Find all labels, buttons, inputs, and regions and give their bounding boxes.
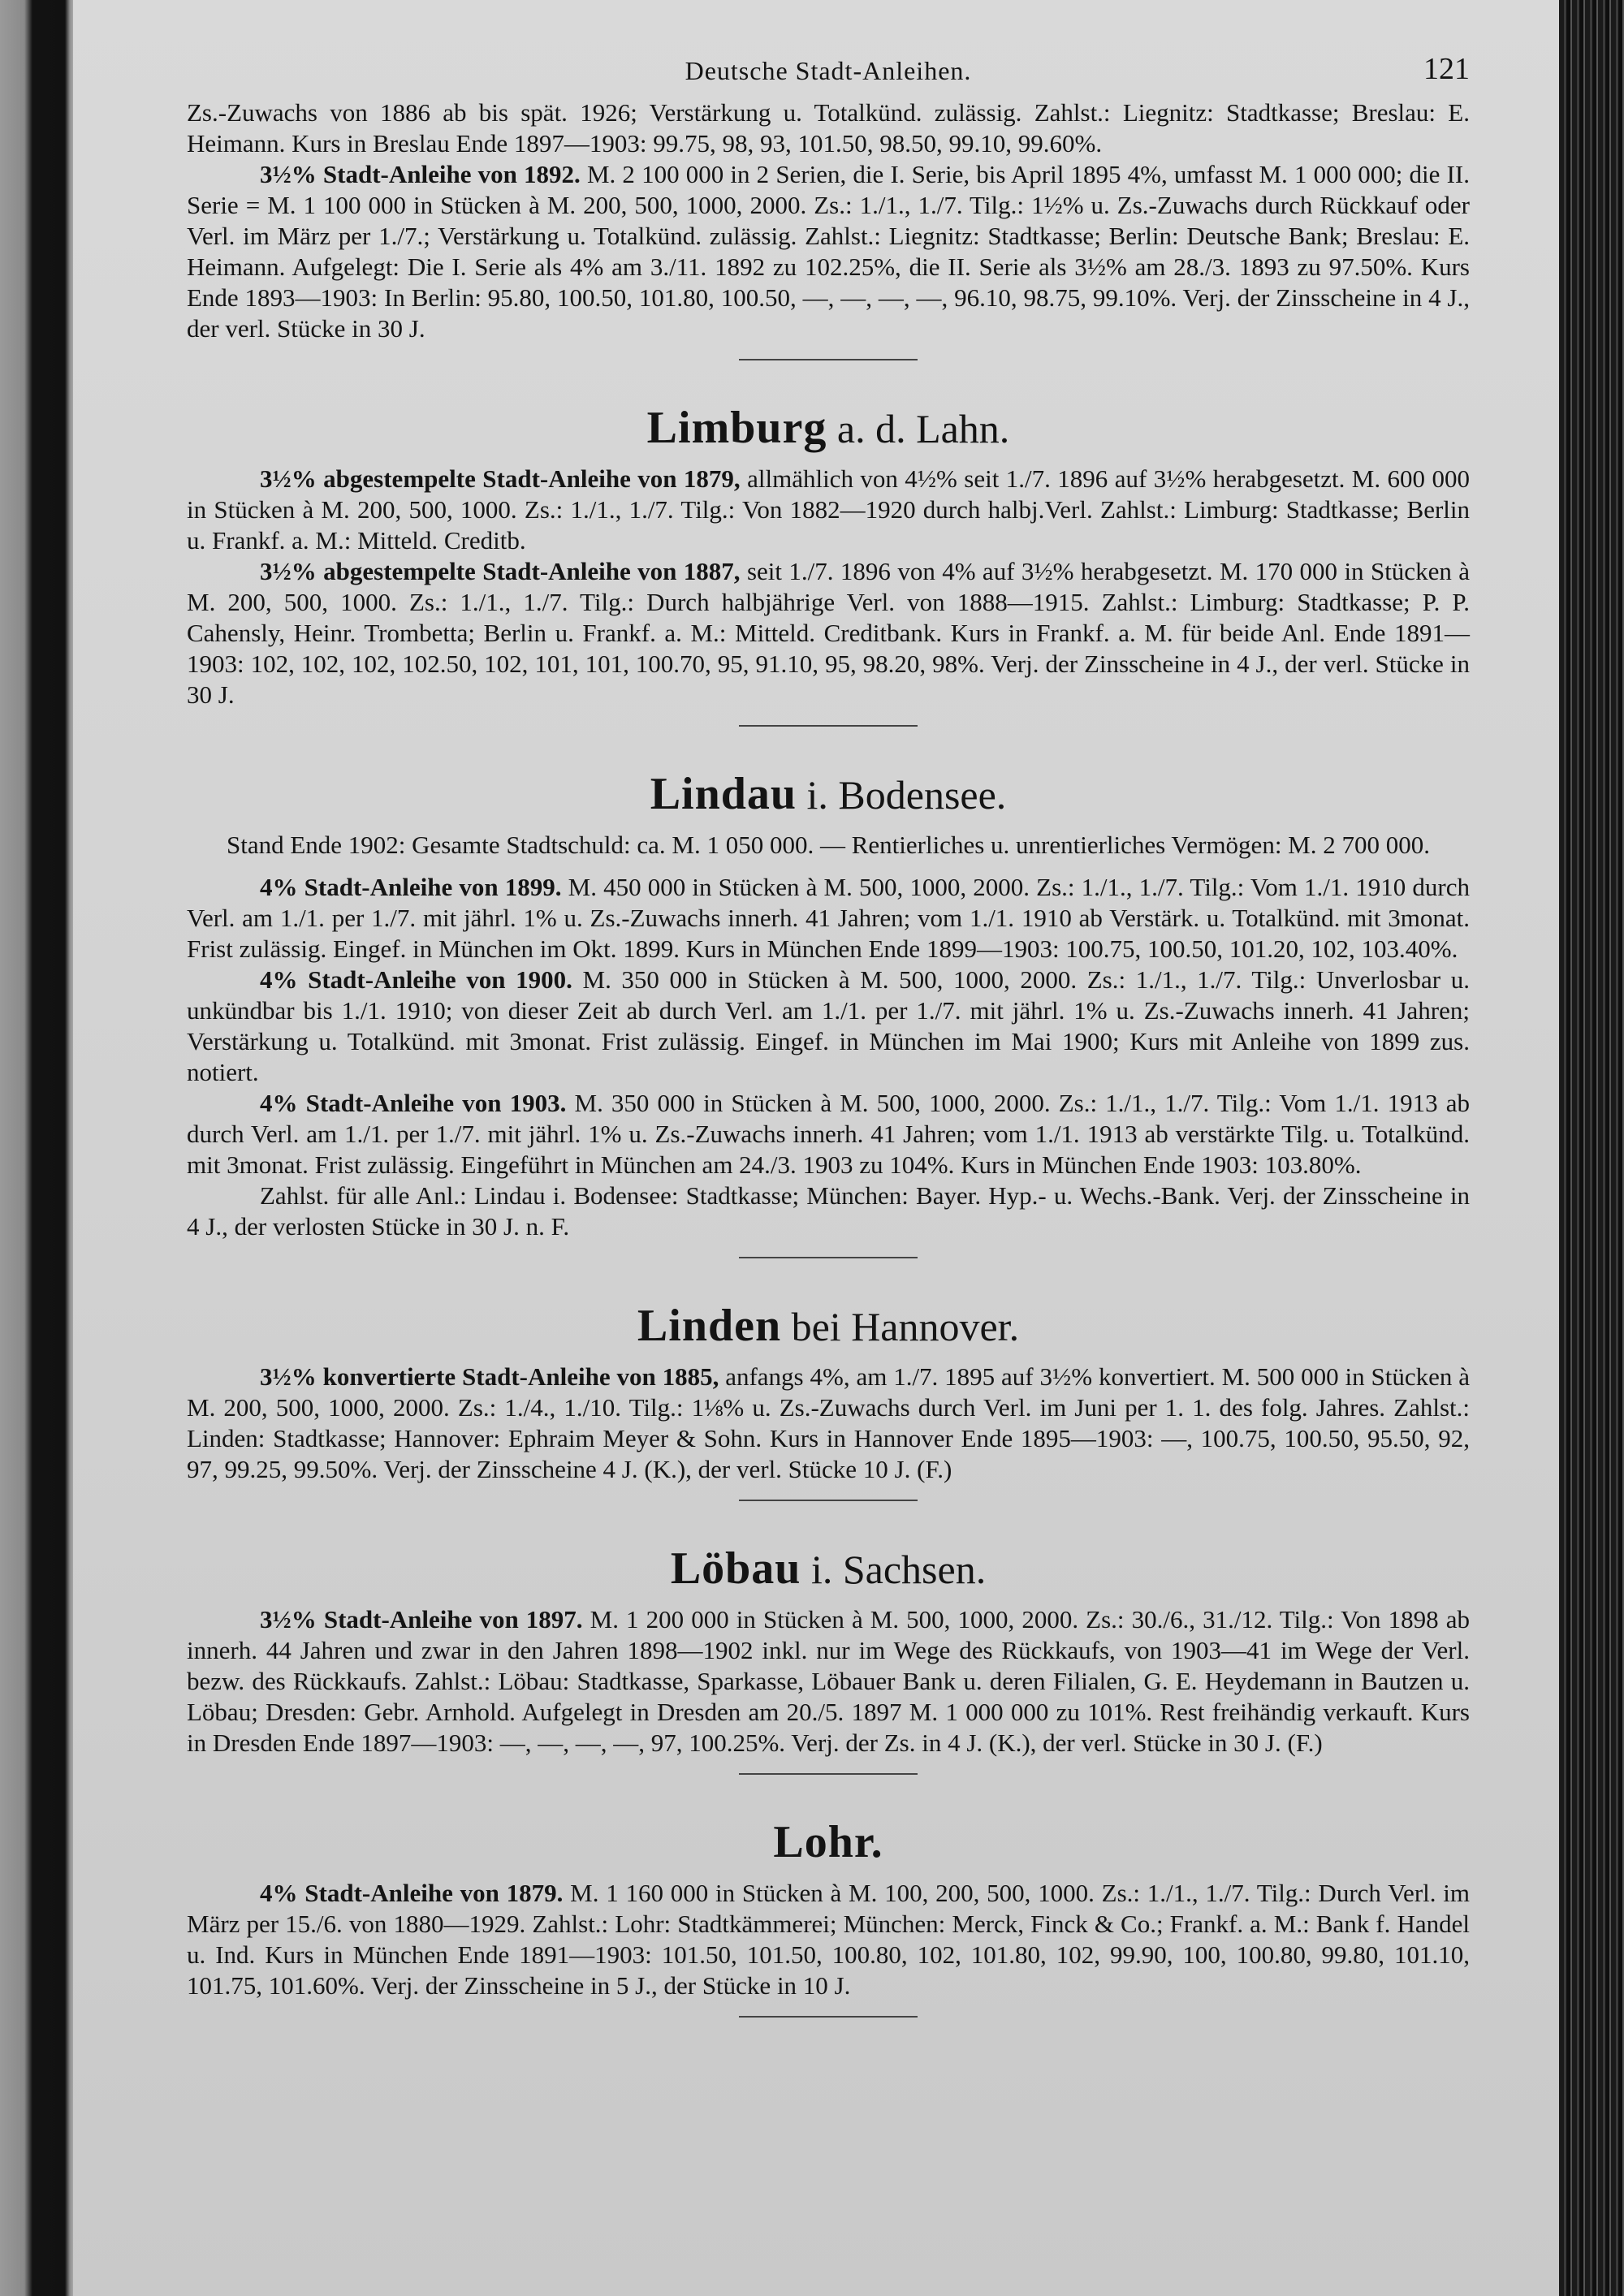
loan-title: 3½% konvertierte Stadt-Anleihe von 1885, — [260, 1362, 719, 1391]
loan-paragraph — [187, 1878, 1470, 2001]
section-heading-linden — [187, 1299, 1470, 1353]
city-suffix: a. d. Lahn. — [827, 406, 1010, 451]
page-content — [187, 49, 1470, 2018]
loan-paragraph — [187, 1088, 1470, 1180]
section-divider — [739, 1257, 918, 1258]
loan-title: 3½% Stadt-Anleihe von 1897. — [260, 1605, 583, 1634]
intro-paragraph-2 — [187, 159, 1470, 344]
loan-title: 4% Stadt-Anleihe von 1900. — [260, 965, 572, 994]
loan-title: 4% Stadt-Anleihe von 1903. — [260, 1089, 567, 1117]
section-heading-limburg — [187, 401, 1470, 455]
city-name: Lindau — [650, 769, 797, 819]
section-heading-loebau — [187, 1542, 1470, 1596]
loan-text: M. 2 100 000 in 2 Serien, die I. Serie, bis April 1895 4%, umfasst M. 1 000 000; die II. Serie = M. 1 100 000 in Stücken à M. 200, 500, 1000, 2000. Zs.: 1./1., 1./7. Tilg.: 1½% u. Zs.-Zuwachs durch Rückkauf oder Verl. im März per 1./7.; Verstärkung u. Totalkünd. zulässig. Zahlst.: Liegnitz: Stadtkasse; Berlin: Deutsche Bank; Breslau: E. Heimann. Aufgelegt: Die I. Serie als 4% am 3./11. 1892 zu 102.25%, die II. Serie als 3½% am 28./3. 1893 zu 97.50%. Kurs Ende 1893—1903: In Berlin: 95.80, 100.50, 101.80, 100.50, —, —, —, —, 96.10, 98.75, 99.10%. Verj. der Zinsscheine in 4 J., der verl. Stücke in 30 J. — [187, 160, 1470, 343]
loan-text: allmählich von 4½% seit 1./7. 1896 auf 3½% herabgesetzt. M. 600 000 in Stücken à M. 200, 500, 1000. Zs.: 1./1., 1./7. Tilg.: Von 1882—1920 durch halbj.Verl. Zahlst.: Limburg: Stadtkasse; Berlin u. Frankf. a. M.: Mitteld. Creditb. — [187, 464, 1470, 555]
loan-paragraph — [187, 1362, 1470, 1485]
city-suffix: i. Bodensee. — [797, 772, 1007, 818]
scan-left-edge — [0, 0, 73, 2296]
city-suffix: bei Hannover. — [781, 1304, 1020, 1349]
city-name: Linden — [637, 1301, 782, 1351]
city-name: Lohr. — [773, 1817, 883, 1867]
loan-title: 3½% abgestempelte Stadt-Anleihe von 1879, — [260, 464, 741, 493]
loan-text: M. 1 160 000 in Stücken à M. 100, 200, 500, 1000. Zs.: 1./1., 1./7. Tilg.: Durch Verl. im März per 15./6. von 1880—1929. Zahlst.: Lohr: Stadtkämmerei; München: Merck, Finck & Co.; Frankf. a. M.: Bank f. Handel u. Ind. Kurs in München Ende 1891—1903: 101.50, 101.50, 100.80, 102, 101.80, 102, 99.90, 100, 100.80, 99.80, 101.10, 101.75, 101.60%. Verj. der Zinsscheine in 5 J., der Stücke in 10 J. — [187, 1879, 1470, 2000]
loan-text: seit 1./7. 1896 von 4% auf 3½% herabgesetzt. M. 170 000 in Stücken à M. 200, 500, 1000. Zs.: 1./1., 1./7. Tilg.: Durch halbjährige Verl. von 1888—1915. Zahlst.: Limburg: Stadtkasse; P. P. Cahensly, Heinr. Trombetta; Berlin u. Frankf. a. M.: Mitteld. Creditbank. Kurs in Frankf. a. M. für beide Anl. Ende 1891—1903: 102, 102, 102, 102.50, 102, 101, 101, 100.70, 95, 91.10, 95, 98.20, 98%. Verj. der Zinsscheine in 4 J., der verl. Stücke in 30 J. — [187, 557, 1470, 709]
section-divider — [739, 359, 918, 360]
loan-text: M. 350 000 in Stücken à M. 500, 1000, 2000. Zs.: 1./1., 1./7. Tilg.: Unverlosbar u. unkündbar bis 1./1. 1910; von dieser Zeit ab durch Verl. am 1./1. per 1./7. mit jährl. 1% u. Zs.-Zuwachs innerh. 41 Jahren; Verstärkung u. Totalkünd. mit 3monat. Frist zulässig. Eingef. in München im Mai 1900; Kurs mit Anleihe von 1899 zus. notiert. — [187, 965, 1470, 1086]
loan-title: 4% Stadt-Anleihe von 1879. — [260, 1879, 564, 1907]
loan-paragraph — [187, 1604, 1470, 1759]
section-divider — [739, 2016, 918, 2018]
section-heading-lindau — [187, 767, 1470, 822]
loan-title: 4% Stadt-Anleihe von 1899. — [260, 873, 562, 901]
loan-title: 3½% Stadt-Anleihe von 1892. — [260, 160, 581, 188]
loan-title: 3½% abgestempelte Stadt-Anleihe von 1887, — [260, 557, 741, 585]
section-divider — [739, 725, 918, 727]
loan-paragraph — [187, 556, 1470, 710]
page-number: 121 — [1423, 52, 1470, 86]
scan-right-edge — [1559, 0, 1624, 2296]
running-title: Deutsche Stadt-Anleihen. — [685, 56, 972, 85]
debt-summary: Stand Ende 1902: Gesamte Stadtschuld: ca. M. 1 050 000. — Rentierliches u. unrentierliches Vermögen: M. 2 700 000. — [226, 831, 1430, 859]
book-page — [73, 0, 1559, 2296]
loan-text: M. 350 000 in Stücken à M. 500, 1000, 2000. Zs.: 1./1., 1./7. Tilg.: Vom 1./1. 1913 ab durch Verl. am 1./1. per 1./7. mit jährl. 1% u. Zs.-Zuwachs innerh. 41 Jahren; vom 1./1. 1913 ab verstärkte Tilg. u. Totalkünd. mit 3monat. Frist zulässig. Eingeführt in München am 24./3. 1903 zu 104%. Kurs in München Ende 1903: 103.80%. — [187, 1089, 1470, 1179]
section-heading-lohr — [187, 1815, 1470, 1870]
city-name: Limburg — [646, 403, 827, 453]
loan-text: M. 450 000 in Stücken à M. 500, 1000, 2000. Zs.: 1./1., 1./7. Tilg.: Vom 1./1. 1910 durch Verl. am 1./1. per 1./7. mit jährl. 1% u. Zs.-Zuwachs innerh. 41 Jahren; vom 1./1. 1910 ab Verstärk. u. Totalkünd. mit 3monat. Frist zulässig. Eingef. in München im Okt. 1899. Kurs in München Ende 1899—1903: 100.75, 100.50, 101.20, 102, 103.40%. — [187, 873, 1470, 963]
closing-paragraph: Zahlst. für alle Anl.: Lindau i. Bodensee: Stadtkasse; München: Bayer. Hyp.- u. Wechs.-Bank. Verj. der Zinsscheine in 4 J., der verlosten Stücke in 30 J. n. F. — [187, 1181, 1470, 1241]
page-header — [187, 49, 1470, 97]
loan-paragraph — [187, 464, 1470, 556]
loan-text: M. 1 200 000 in Stücken à M. 500, 1000, 2000. Zs.: 30./6., 31./12. Tilg.: Von 1898 ab innerh. 44 Jahren und zwar in den Jahren 1898—1902 inkl. nur im Wege des Rückkaufs, von 1903—41 im Wege der Verl. bezw. des Rückkaufs. Zahlst.: Löbau: Stadtkasse, Sparkasse, Löbauer Bank u. deren Filialen, G. E. Heydemann in Bautzen u. Löbau; Dresden: Gebr. Arnhold. Aufgelegt in Dresden am 20./5. 1897 M. 1 000 000 zu 101%. Rest freihändig verkauft. Kurs in Dresden Ende 1897—1903: —, —, —, —, 97, 100.25%. Verj. der Zs. in 4 J. (K.), der verl. Stücke in 30 J. (F.) — [187, 1605, 1470, 1757]
loan-paragraph — [187, 965, 1470, 1088]
city-name: Löbau — [670, 1543, 801, 1594]
section-divider — [739, 1500, 918, 1501]
section-divider — [739, 1773, 918, 1775]
loan-paragraph — [187, 872, 1470, 965]
loan-text: anfangs 4%, am 1./7. 1895 auf 3½% konvertiert. M. 500 000 in Stücken à M. 200, 500, 1000, 2000. Zs.: 1./4., 1./10. Tilg.: 1⅛% u. Zs.-Zuwachs durch Verl. im Juni per 1. 1. des folg. Jahres. Zahlst.: Linden: Stadtkasse; Hannover: Ephraim Meyer & Sohn. Kurs in Hannover Ende 1895—1903: —, 100.75, 100.50, 95.50, 92, 97, 99.25, 99.50%. Verj. der Zinsscheine 4 J. (K.), der verl. Stücke 10 J. (F.) — [187, 1362, 1471, 1483]
intro-paragraph-1: Zs.-Zuwachs von 1886 ab bis spät. 1926; Verstärkung u. Totalkünd. zulässig. Zahlst.: Liegnitz: Stadtkasse; Breslau: E. Heimann. Kurs in Breslau Ende 1897—1903: 99.75, 98, 93, 101.50, 98.50, 99.10, 99.60%. — [187, 98, 1470, 158]
city-suffix: i. Sachsen. — [801, 1547, 987, 1592]
